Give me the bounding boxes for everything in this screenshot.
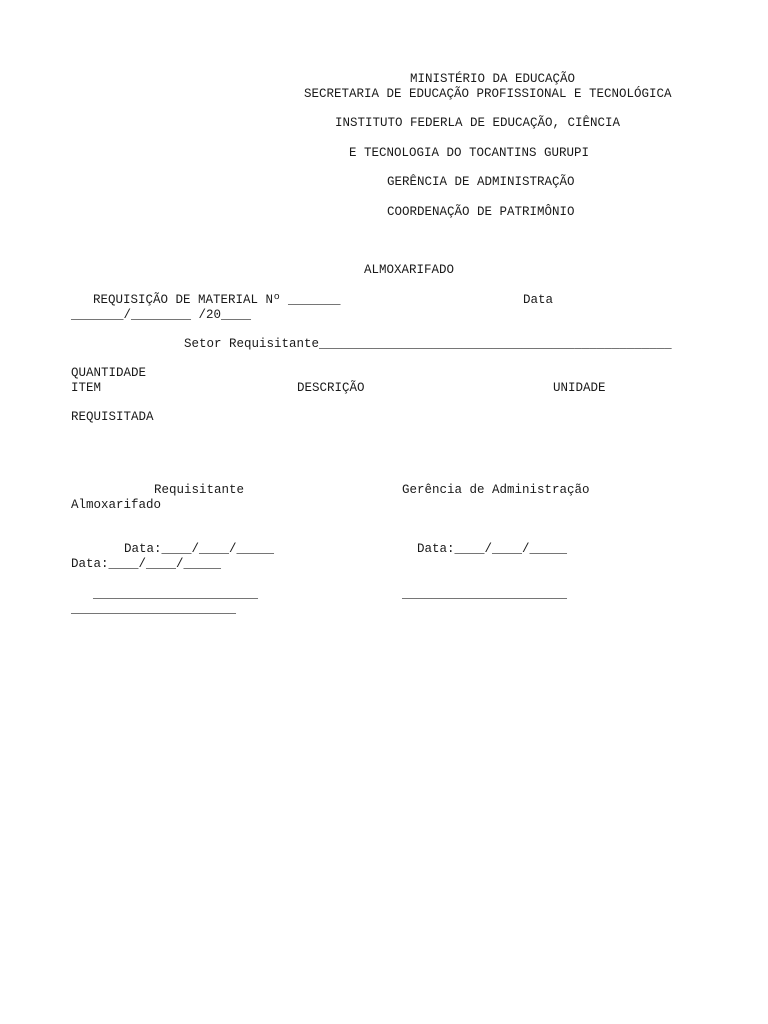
signature-management-label: Gerência de Administração — [402, 483, 590, 497]
requisition-number-field: REQUISIÇÃO DE MATERIAL Nº _______ — [93, 293, 341, 307]
date-requester-field: Data:____/____/_____ — [124, 542, 275, 556]
date-label: Data — [523, 293, 554, 307]
ministry-heading: MINISTÉRIO DA EDUCAÇÃO — [410, 72, 576, 86]
column-requested: REQUISITADA — [71, 410, 154, 424]
date-blank-field: _______/________ /20____ — [71, 308, 252, 322]
signature-line-warehouse: ______________________ — [71, 602, 237, 616]
date-management-field: Data:____/____/_____ — [417, 542, 568, 556]
column-item: ITEM — [71, 381, 102, 395]
institute-heading-line1: INSTITUTO FEDERLA DE EDUCAÇÃO, CIÊNCIA — [335, 116, 621, 130]
signature-warehouse-label: Almoxarifado — [71, 498, 162, 512]
institute-heading-line2: E TECNOLOGIA DO TOCANTINS GURUPI — [349, 146, 590, 160]
sector-requester-field: Setor Requisitante_______________________________________________ — [184, 337, 672, 351]
date-warehouse-field: Data:____/____/_____ — [71, 557, 222, 571]
signature-line-requester: ______________________ — [93, 587, 259, 601]
section-title: ALMOXARIFADO — [364, 263, 455, 277]
column-unit: UNIDADE — [553, 381, 606, 395]
signature-requester-label: Requisitante — [154, 483, 245, 497]
management-heading: GERÊNCIA DE ADMINISTRAÇÃO — [387, 175, 575, 189]
secretariat-heading: SECRETARIA DE EDUCAÇÃO PROFISSIONAL E TECNOLÓGICA — [304, 87, 672, 101]
coordination-heading: COORDENAÇÃO DE PATRIMÔNIO — [387, 205, 575, 219]
column-description: DESCRIÇÃO — [297, 381, 365, 395]
column-quantity: QUANTIDADE — [71, 366, 147, 380]
signature-line-management: ______________________ — [402, 587, 568, 601]
